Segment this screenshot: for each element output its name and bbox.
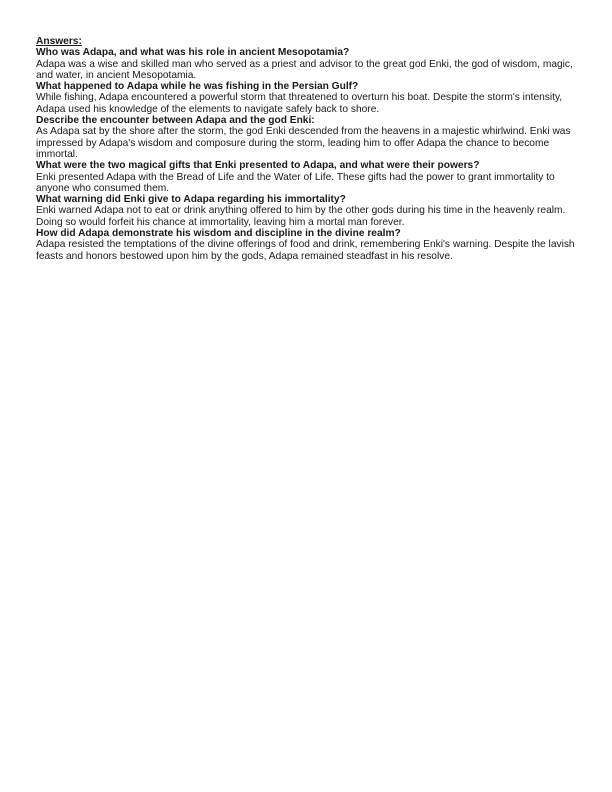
answer-6: Adapa resisted the temptations of the divine offerings of food and drink, remembering Enki's warning. Despite the lavish feasts and honors bestowed upon him by the gods, Adapa remained steadfast in his resolve. [36, 239, 575, 262]
qa-item-5 [36, 194, 578, 228]
question-2: What happened to Adapa while he was fishing in the Persian Gulf? [36, 81, 359, 93]
question-3: Describe the encounter between Adapa and the god Enki: [36, 115, 315, 127]
answer-1: Adapa was a wise and skilled man who served as a priest and advisor to the great god Enki, the god of wisdom, magic, and water, in ancient Mesopotamia. [36, 58, 573, 81]
qa-item-3 [36, 115, 578, 160]
qa-item-1 [36, 47, 578, 81]
question-4: What were the two magical gifts that Enki presented to Adapa, and what were their powers? [36, 160, 480, 172]
answer-5: Enki warned Adapa not to eat or drink anything offered to him by the other gods during his time in the heavenly realm. Doing so would forfeit his chance at immortality, leaving him a mortal man forever. [36, 205, 566, 228]
qa-item-6 [36, 228, 578, 262]
answers-document [36, 36, 578, 262]
answer-4: Enki presented Adapa with the Bread of Life and the Water of Life. These gifts had the power to grant immortality to anyone who consumed them. [36, 171, 555, 194]
answer-2: While fishing, Adapa encountered a powerful storm that threatened to overturn his boat. Despite the storm's intensity, Adapa used his knowledge of the elements to navigate safely back to shore. [36, 92, 563, 115]
answer-3: As Adapa sat by the shore after the storm, the god Enki descended from the heavens in a majestic whirlwind. Enki was impressed by Adapa's wisdom and composure during the storm, leading him to offer Adapa the chance to become immortal. [36, 126, 571, 160]
qa-item-2 [36, 81, 578, 115]
question-5: What warning did Enki give to Adapa regarding his immortality? [36, 194, 346, 206]
question-6: How did Adapa demonstrate his wisdom and discipline in the divine realm? [36, 228, 401, 240]
question-1: Who was Adapa, and what was his role in ancient Mesopotamia? [36, 47, 350, 59]
answers-heading: Answers: [36, 36, 82, 47]
qa-item-4 [36, 160, 578, 194]
